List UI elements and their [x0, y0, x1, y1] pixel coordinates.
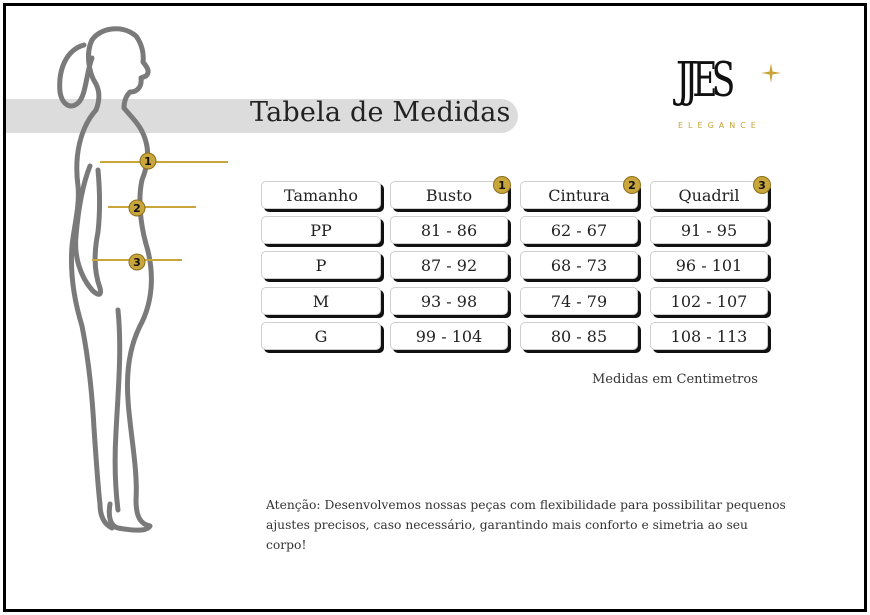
waist-marker-label: 2 — [133, 202, 141, 215]
cintura-cell: 68 - 73 — [520, 251, 638, 279]
busto-cell: 87 - 92 — [390, 251, 508, 279]
size-cell: P — [261, 251, 381, 279]
logo-star-icon — [760, 62, 782, 84]
units-note: Medidas em Centimetros — [592, 372, 758, 387]
header-cintura: Cintura — [520, 181, 638, 209]
busto-badge: 1 — [493, 176, 511, 194]
cintura-cell: 74 - 79 — [520, 287, 638, 315]
brand-logo — [672, 48, 782, 138]
quadril-badge: 3 — [753, 176, 771, 194]
header-busto: Busto — [390, 181, 508, 209]
cintura-badge: 2 — [623, 176, 641, 194]
quadril-cell: 108 - 113 — [650, 322, 768, 350]
body-silhouette-figure — [0, 0, 300, 615]
quadril-cell: 102 - 107 — [650, 287, 768, 315]
attention-note: Atenção: Desenvolvemos nossas peças com flexibilidade para possibilitar pequenos ajustes precisos, caso necessário, garantindo mais conforto e simetria ao seu corpo! — [266, 498, 786, 552]
header-tamanho: Tamanho — [261, 181, 381, 209]
size-cell: M — [261, 287, 381, 315]
logo-subtitle: ELEGANCE — [678, 121, 761, 130]
busto-cell: 99 - 104 — [390, 322, 508, 350]
header-quadril: Quadril — [650, 181, 768, 209]
page-title: Tabela de Medidas — [250, 97, 511, 128]
cintura-cell: 62 - 67 — [520, 216, 638, 244]
hip-marker-label: 3 — [133, 256, 141, 269]
logo-mark: JJES — [676, 52, 730, 108]
busto-cell: 81 - 86 — [390, 216, 508, 244]
busto-cell: 93 - 98 — [390, 287, 508, 315]
size-cell: PP — [261, 216, 381, 244]
quadril-cell: 91 - 95 — [650, 216, 768, 244]
cintura-cell: 80 - 85 — [520, 322, 638, 350]
size-cell: G — [261, 322, 381, 350]
bust-marker-label: 1 — [144, 155, 152, 168]
quadril-cell: 96 - 101 — [650, 251, 768, 279]
